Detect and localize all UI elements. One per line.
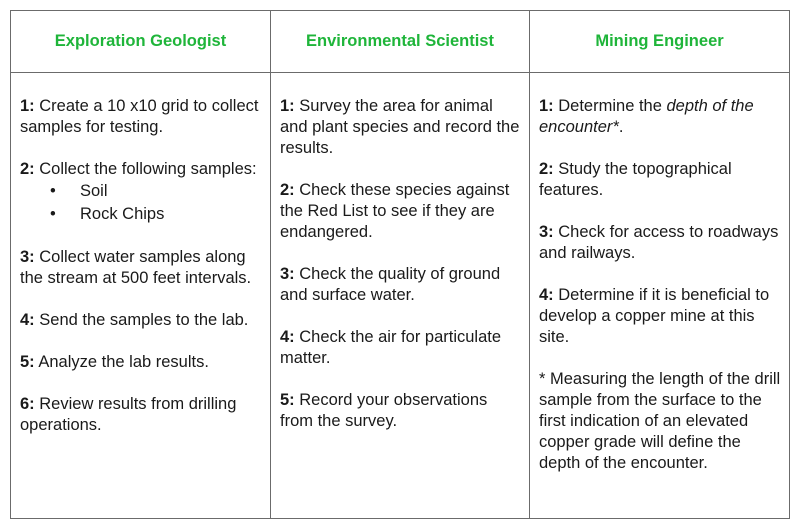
step-item: 6: Review results from drilling operations. [20, 395, 237, 434]
column-heading-scientist: Environmental Scientist [271, 11, 530, 73]
step-item: 4: Send the samples to the lab. [20, 311, 249, 329]
column-heading-geologist: Exploration Geologist [11, 11, 271, 73]
sample-list-item: • Rock Chips [50, 203, 262, 226]
step-item: 1: Survey the area for animal and plant species and record the results. [280, 97, 520, 157]
engineer-steps [530, 73, 790, 519]
footnote: * Measuring the length of the drill sample from the surface to the first indication of an elevated copper grade will define the depth of the encounter. [539, 370, 781, 472]
step-item: 5: Record your observations from the survey. [280, 391, 488, 430]
step-item: 1: Determine the depth of the encounter*. [539, 97, 754, 136]
step-item: 2: Study the topographical features. [539, 160, 732, 199]
step-item: 4: Check the air for particulate matter. [280, 328, 502, 367]
depth-term: depth of the encounter* [539, 97, 754, 136]
geologist-steps [11, 73, 271, 519]
sample-list [20, 180, 262, 226]
scientist-steps [271, 73, 530, 519]
step-item: 2: Collect the following samples: • Soil • Rock Chips [20, 159, 262, 226]
step-item: 5: Analyze the lab results. [20, 353, 209, 371]
step-item: 4: Determine if it is beneficial to develop a copper mine at this site. [539, 286, 770, 346]
step-item: 3: Collect water samples along the stream at 500 feet intervals. [20, 248, 252, 287]
step-item: 1: Create a 10 x10 grid to collect samples for testing. [20, 97, 259, 136]
body-row [11, 73, 790, 519]
step-item: 3: Check the quality of ground and surface water. [280, 265, 501, 304]
step-item: 3: Check for access to roadways and railways. [539, 223, 779, 262]
header-row [11, 11, 790, 73]
column-heading-engineer: Mining Engineer [530, 11, 790, 73]
sample-list-item: • Soil [50, 180, 262, 203]
step-item: 2: Check these species against the Red List to see if they are endangered. [280, 181, 510, 241]
roles-table [10, 10, 790, 519]
